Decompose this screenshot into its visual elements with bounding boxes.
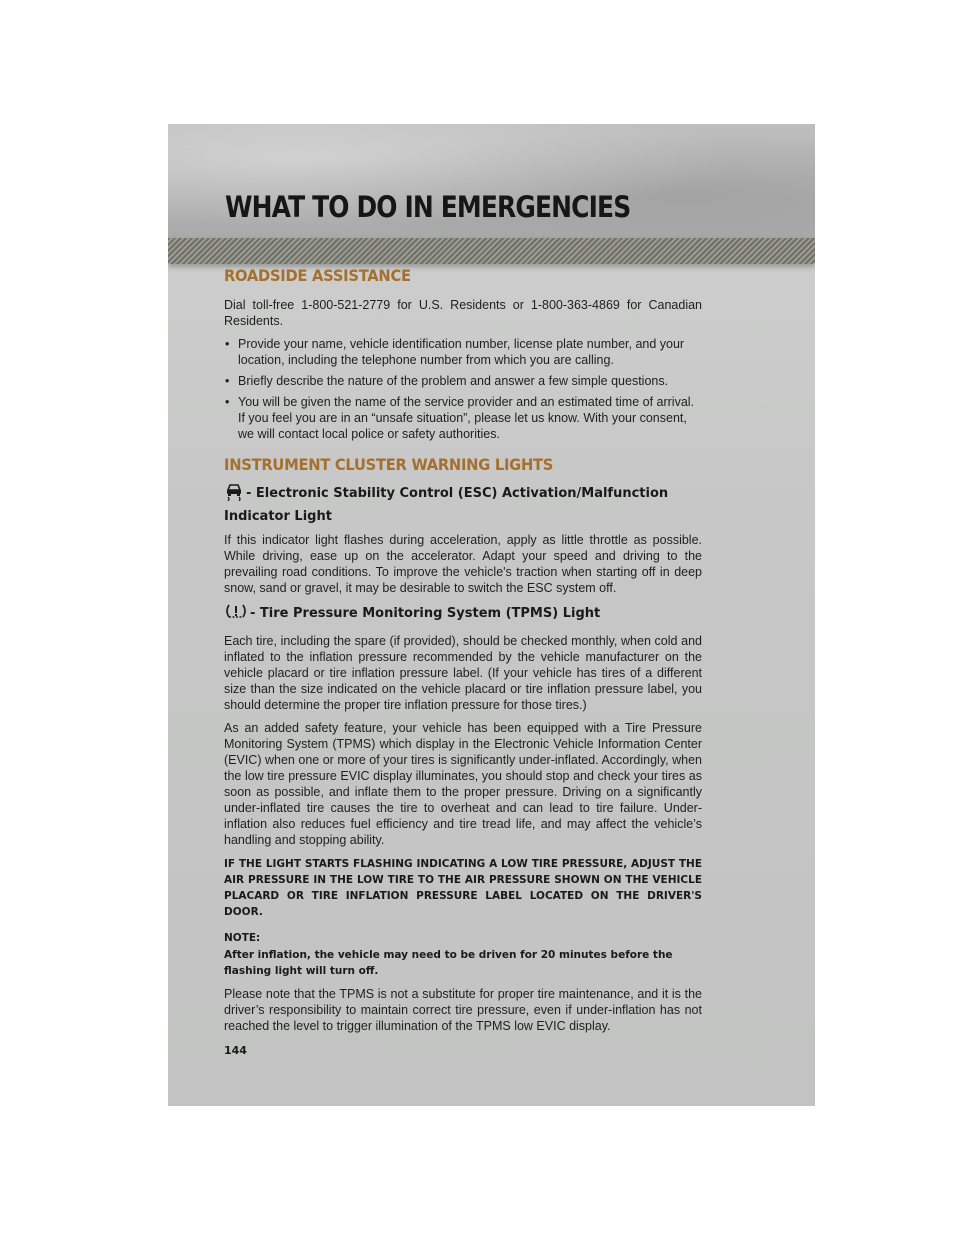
note-text: After inflation, the vehicle may need to be driven for 20 minutes before the flashing light will turn off. [224, 949, 673, 977]
page-title: WHAT TO DO IN EMERGENCIES [225, 190, 631, 224]
list-item: • Provide your name, vehicle identification number, license plate number, and your location, including the telephone number from which you are calling. [225, 337, 685, 367]
warning-lights-heading: INSTRUMENT CLUSTER WARNING LIGHTS [224, 455, 554, 474]
tpms-description-3: Please note that the TPMS is not a substitute for proper tire maintenance, and it is the driver’s responsibility to maintain correct tire pressure, even if under-inflation has not reached the level to trigger illumination of the TPMS low EVIC display. [224, 987, 702, 1033]
bullet-icon: • [225, 337, 230, 351]
esc-light-title: - Electronic Stability Control (ESC) Activation/Malfunction Indicator Light [224, 483, 702, 526]
esc-skidding-car-icon [224, 483, 244, 507]
list-item: • Briefly describe the nature of the problem and answer a few simple questions. [225, 374, 669, 388]
page-number: 144 [224, 1044, 247, 1057]
tpms-description-2: As an added safety feature, your vehicle has been equipped with a Tire Pressure Monitoring System (TPMS) which display in the Electronic Vehicle Information Center (EVIC) when one or more of your tires is significantly under-inflated. Accordingly, when the low tire pressure EVIC display illuminates, you should stop and check your tires as soon as possible, and inflate them to the proper pressure. Driving on a significantly under-inflated tire causes the tire to overheat and can lead to tire failure. Under-inflation also reduces fuel efficiency and tire tread life, and may affect the vehicle’s handling and stopping ability. [224, 721, 702, 847]
list-item: • You will be given the name of the service provider and an estimated time of arrival. If you feel you are in an “unsafe situation”, please let us know. With your consent, we will contact local police or safety authorities. [225, 395, 695, 441]
tpms-description-1: Each tire, including the spare (if provided), should be checked monthly, when cold and inflated to the inflation pressure recommended by the vehicle manufacturer on the vehicle placard or tire inflation pressure label. (If your vehicle has tires of a different size than the size indicated on the vehicle placard or tire inflation pressure label, you should determine the proper tire inflation pressure for those tires.) [224, 634, 702, 712]
bullet-icon: • [225, 395, 230, 409]
page-header [168, 124, 815, 238]
esc-description: If this indicator light flashes during acceleration, apply as little throttle as possible. While driving, ease up on the accelerator. Adapt your speed and driving to the prevailing road conditions. To improve the vehicle's traction when starting off in deep snow, sand or gravel, it may be desirable to switch the ESC system off. [224, 533, 702, 595]
manual-page [168, 124, 815, 1106]
content [224, 265, 702, 1057]
tpms-warning-text: IF THE LIGHT STARTS FLASHING INDICATING A LOW TIRE PRESSURE, ADJUST THE AIR PRESSURE IN THE LOW TIRE TO THE AIR PRESSURE SHOWN ON THE VEHICLE PLACARD OR TIRE INFLATION PRESSURE LABEL LOCATED ON THE DRIVER'S DOOR. [224, 858, 702, 918]
roadside-assistance-heading: ROADSIDE ASSISTANCE [224, 266, 411, 285]
tpms-tire-warning-icon [224, 603, 248, 627]
roadside-intro: Dial toll-free 1-800-521-2779 for U.S. Residents or 1-800-363-4869 for Canadian Residents. [224, 298, 702, 328]
tpms-light-title: - Tire Pressure Monitoring System (TPMS) Light [224, 603, 702, 627]
note-label: NOTE: [224, 932, 261, 944]
header-stripe [168, 238, 815, 264]
roadside-bullet-list [224, 336, 702, 442]
bullet-icon: • [225, 374, 230, 388]
